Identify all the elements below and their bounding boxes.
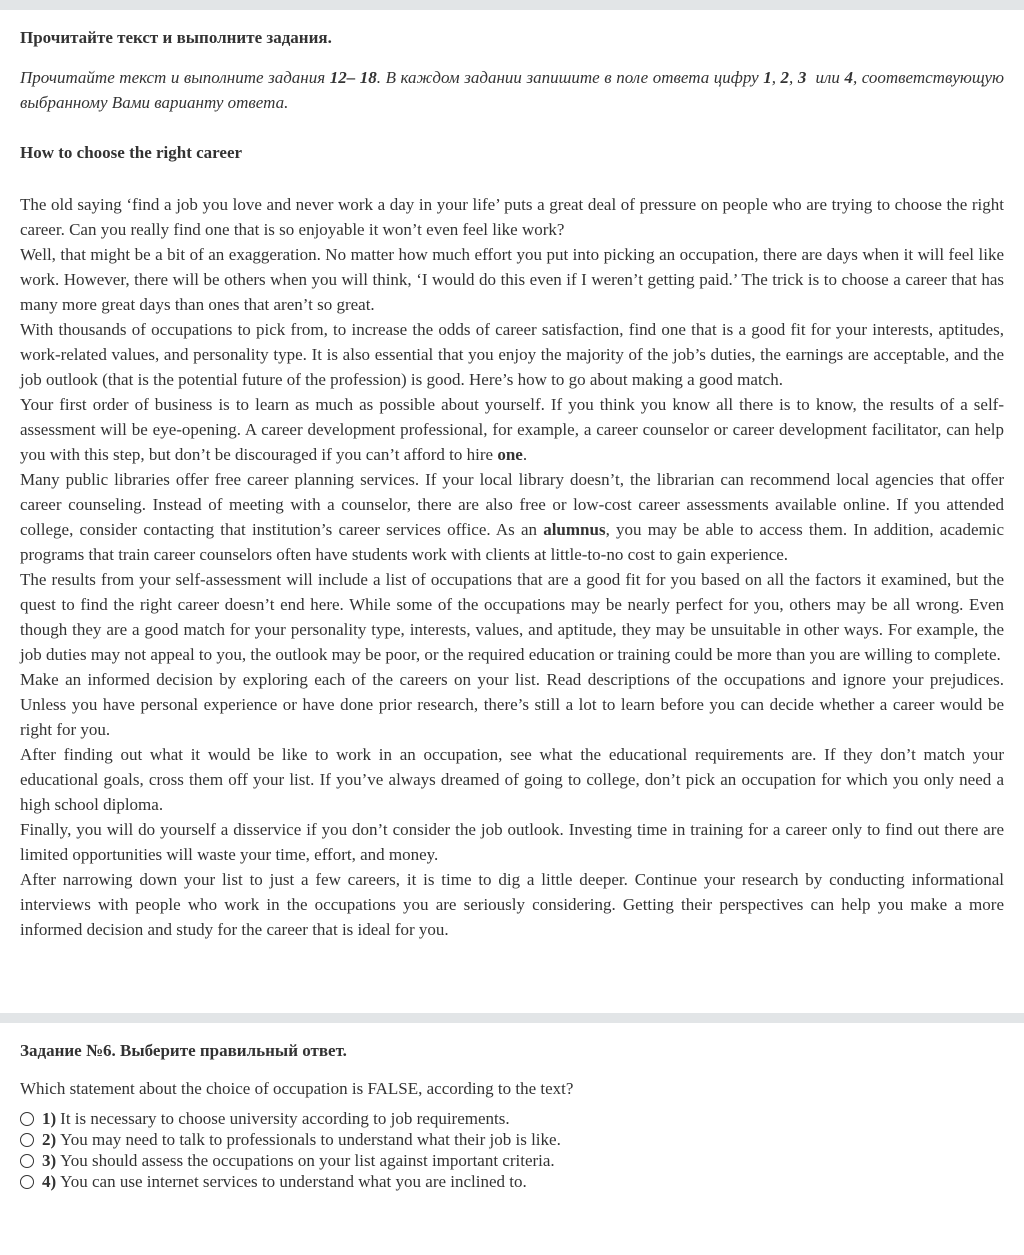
digit-3: 3 (797, 68, 807, 87)
instructions-text: Прочитайте текст и выполните задания (20, 68, 330, 87)
option-number: 4) (42, 1172, 57, 1191)
digit-2: 2 (780, 68, 790, 87)
radio-button[interactable] (20, 1154, 34, 1168)
answer-option-4[interactable] (20, 1171, 1004, 1192)
radio-button[interactable] (20, 1133, 34, 1147)
passage-paragraph (20, 392, 1004, 467)
passage-paragraph: Well, that might be a bit of an exaggeration. No matter how much effort you put into picking an occupation, there are days when it will feel like work. However, there will be others when you will think, ‘I would do this even if I weren’t getting paid.’ The trick is to choose a career that has many more great days than ones that aren’t so great. (20, 245, 1004, 314)
passage-paragraph: With thousands of occupations to pick from, to increase the odds of career satisfaction, find one that is a good fit for your interests, aptitudes, work-related values, and personality type. It is also essential that you enjoy the majority of the job’s duties, the earnings are acceptable, and the job outlook (that is the potential future of the profession) is good. Here’s how to go about making a good match. (20, 320, 1004, 389)
answer-options (20, 1108, 1004, 1192)
instructions-text: , (789, 68, 798, 87)
passage-body (20, 192, 1004, 942)
option-text: It is necessary to choose university according to job requirements. (60, 1109, 510, 1128)
passage-paragraph: The old saying ‘find a job you love and never work a day in your life’ puts a great deal of pressure on people who are trying to choose the right career. Can you really find one that is so enjoyable it won’t even feel like work? (20, 195, 1004, 239)
answer-option-3[interactable] (20, 1150, 1004, 1171)
instructions-text: . В каждом задании запишите в поле ответа цифру (376, 68, 764, 87)
paragraph-text: Your first order of business is to learn as much as possible about yourself. If you think you know all there is to know, the results of a self-assessment will be eye-opening. A career development professional, for example, a career counselor or career development facilitator, can help you with this step, but don’t be discouraged if you can’t afford to hire (20, 395, 1004, 464)
option-number: 3) (42, 1151, 57, 1170)
block-heading: Прочитайте текст и выполните задания. (20, 28, 332, 47)
highlighted-word-one: one (497, 445, 523, 464)
option-number: 1) (42, 1109, 57, 1128)
task-title: Задание №6. Выберите правильный ответ. (20, 1041, 347, 1060)
instructions-text: , соответствующую выбранному Вами варианту ответа. (20, 68, 1004, 112)
instructions (20, 65, 1004, 115)
answer-option-1[interactable] (20, 1108, 1004, 1129)
digit-1: 1 (763, 68, 772, 87)
passage-paragraph: Finally, you will do yourself a disservice if you don’t consider the job outlook. Investing time in training for a career only to find out there are limited opportunities will waste your time, effort, and money. (20, 820, 1004, 864)
answer-option-2[interactable] (20, 1129, 1004, 1150)
radio-button[interactable] (20, 1112, 34, 1126)
passage-paragraph: After narrowing down your list to just a few careers, it is time to dig a little deeper. Continue your research by conducting informational interviews with people who work in the occupations you are seriously considering. Getting their perspectives can help you make a more informed decision and study for the career that is ideal for you. (20, 870, 1004, 939)
passage-paragraph (20, 467, 1004, 567)
instructions-text: или (806, 68, 845, 87)
passage-paragraph: The results from your self-assessment will include a list of occupations that are a good fit for you based on all the factors it examined, but the quest to find the right career doesn’t end here. While some of the occupations may be nearly perfect for you, others may be all wrong. Even though they are a good match for your personality type, interests, values, and aptitude, they may be unsuitable in other ways. For example, the job duties may not appeal to you, the outlook may be poor, or the required education or training could be more than you are willing to complete. (20, 570, 1004, 664)
paragraph-text: Many public libraries offer free career planning services. If your local library doesn’t, the librarian can recommend local agencies that offer career counseling. Instead of meeting with a counselor, there are also free or low-cost career assessments available online. If you attended college, consider contacting that institution’s career services office. As an (20, 470, 1004, 539)
question-text: Which statement about the choice of occupation is FALSE, according to the text? (20, 1079, 574, 1098)
section-separator-bar (0, 1013, 1024, 1023)
option-text: You can use internet services to understand what you are inclined to. (60, 1172, 527, 1191)
digit-4: 4 (844, 68, 853, 87)
instructions-text: , (771, 68, 781, 87)
reading-block (0, 10, 1024, 1013)
paragraph-text: . (522, 445, 528, 464)
paragraph-text: , you may be able to access them. In addition, academic programs that train career counselors often have students work with clients at little-to-no cost to gain experience. (20, 520, 1004, 564)
option-number: 2) (42, 1130, 57, 1149)
radio-button[interactable] (20, 1175, 34, 1189)
task-block (0, 1023, 1024, 1192)
task-range: 12– 18 (329, 68, 377, 87)
highlighted-word-alumnus: alumnus (543, 520, 606, 539)
option-text: You should assess the occupations on your list against important criteria. (60, 1151, 555, 1170)
passage-paragraph: Make an informed decision by exploring each of the careers on your list. Read descriptions of the occupations and ignore your prejudices. Unless you have personal experience or have done prior research, there’s still a lot to learn before you can decide whether a career would be right for you. (20, 670, 1004, 739)
passage-title: How to choose the right career (20, 143, 243, 162)
option-text: You may need to talk to professionals to understand what their job is like. (60, 1130, 561, 1149)
top-separator-bar (0, 0, 1024, 10)
passage-paragraph: After finding out what it would be like to work in an occupation, see what the educational requirements are. If they don’t match your educational goals, cross them off your list. If you’ve always dreamed of going to college, don’t pick an occupation for which you only need a high school diploma. (20, 745, 1004, 814)
